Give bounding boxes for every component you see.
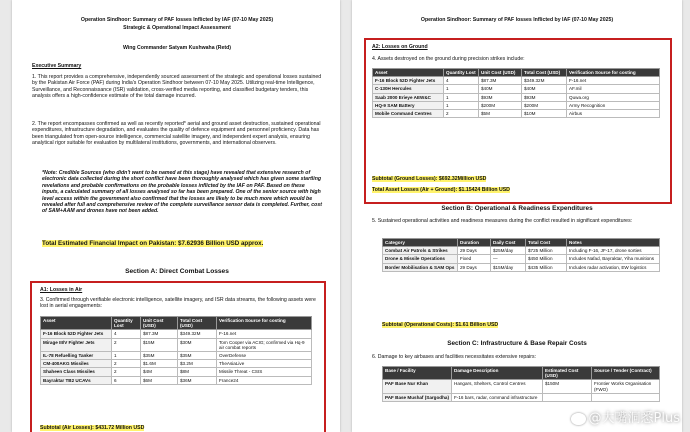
report-page-left: [12, 0, 340, 432]
table-row: [41, 338, 312, 351]
cell: Combat Air Patrols & Strikes: [383, 247, 458, 255]
cell: OverDefense: [217, 352, 312, 360]
table-row: [383, 255, 660, 263]
paragraph-6: 6. Damage to key airbases and facilities necessitates extensive repairs:: [372, 354, 537, 360]
col-total-cost: Total Cost: [526, 239, 567, 247]
a2-heading: A2: Losses on Ground: [372, 44, 428, 50]
cell: France24: [217, 376, 312, 384]
credible-sources-note: *Note: Credible Sources (who didn't want to be named at this stage) have revealed that extensive research of electronic data collected during the short conflict have been thoroughly analysed which has given some startling revelations and probable confirmations on the probable losses inflicted by the IAF on PAF. Based on these inputs, a calculated summary of all losses analysed so far has been prepared. One of the senior source with high level access within the government also confirmed that the losses are likely to be much more which would be revealed after full and comprehensive review of the complete surveillance sensor data is completed. Further, cost of SAM+AAM and drones have not been added.: [42, 170, 322, 215]
table-header-row: [383, 367, 660, 380]
cell: PAF Base Nur Khan: [383, 380, 452, 393]
col-base: Base / Facility: [383, 367, 452, 380]
infrastructure-costs-table: [382, 366, 660, 402]
cell: $349.32M: [178, 330, 217, 338]
cell: $25M/day: [491, 247, 526, 255]
cell: $349.32M: [522, 77, 567, 85]
operational-costs-table: [382, 238, 660, 272]
air-losses-table: [40, 316, 312, 385]
cell: $5M: [479, 110, 522, 118]
paragraph-2: 2. The report encompasses confirmed as well as recently reported* aerial and ground asset destruction, sustained operational expenditures, infrastructure degradation, and evaluates the quality of defence equipment and personnel proficiency. Data has been triangulated from open-source intelligence, commercial satellite imagery, and independent expert analysis, ensuring analytical rigor suitable for evaluation by multilateral institutions, governments, and international observers.: [32, 121, 321, 147]
col-asset: Asset: [373, 69, 444, 77]
cell: $36M: [178, 376, 217, 384]
table-row: [41, 368, 312, 376]
table-row: [383, 380, 660, 393]
cell: Saab 2000 Erieye AEW&C: [373, 93, 444, 101]
col-source: Verification Source for costing: [567, 69, 660, 77]
cell: —: [491, 255, 526, 263]
col-quantity: Quantity Lost: [444, 69, 479, 77]
paragraph-3: 3. Confirmed through verifiable electronic intelligence, satellite imagery, and ISR data streams, the following assets were lost in aerial engagements:: [40, 297, 316, 310]
subtotal-ground-losses: Subtotal (Ground Losses): $692.32Million USD: [372, 176, 487, 182]
table-row: [373, 85, 660, 93]
col-source: Verification Source for costing: [217, 317, 312, 330]
paragraph-5: 5. Sustained operational activities and readiness measures during the conflict resulted in significant expenditures:: [372, 218, 633, 224]
cell: IL-78 Refuelling Tanker: [41, 352, 112, 360]
cell: 4: [444, 77, 479, 85]
section-a-heading: Section A: Direct Combat Losses: [125, 268, 229, 275]
section-c-heading: Section C: Infrastructure & Base Repair Costs: [447, 340, 587, 347]
col-total-cost: Total Cost (USD): [178, 317, 217, 330]
cell: Bayraktar TB2 UCAVs: [41, 376, 112, 384]
cell: $200M: [479, 101, 522, 109]
cell: Tom Cooper via ACIG; confirmed via Hq-9 air combat reports: [217, 338, 312, 351]
cell: Airbus: [567, 110, 660, 118]
cell: $87.3M: [141, 330, 178, 338]
table-row: [41, 352, 312, 360]
cell: 2: [112, 360, 141, 368]
table-row: [373, 93, 660, 101]
paragraph-1: 1. This report provides a comprehensive, independently sourced assessment of the strategic and operational losses sustained by the Pakistan Air Force (PAF) during India's Operation Sindhoor between 07-10 May 2025. Utilizing real-time Intelligence, Surveillance, and Reconnaissance (ISR) validation, cross-verified media reporting, and classified budgetary tenders, this analysis offers a high-confidence estimate of the total damage incurred.: [32, 74, 322, 100]
cell: $10M: [522, 110, 567, 118]
cell: Shaheen Class Missiles: [41, 368, 112, 376]
cell: Border Mobilisation & SAM Ops: [383, 263, 458, 271]
col-unit-cost: Unit Cost (USD): [141, 317, 178, 330]
cell: Drone & Missile Operations: [383, 255, 458, 263]
cell: F-16 Block 52D Fighter Jets: [41, 330, 112, 338]
table-row: [383, 247, 660, 255]
cell: $435 Million: [526, 263, 567, 271]
cell: $6M: [141, 376, 178, 384]
cell: 29 Days: [458, 247, 491, 255]
cell: $93M: [522, 93, 567, 101]
cell: 4: [112, 330, 141, 338]
table-header-row: [41, 317, 312, 330]
cell: 2: [112, 338, 141, 351]
total-asset-losses: Total Asset Losses (Air + Ground): $1.15424 Billion USD: [372, 187, 510, 193]
col-asset: Asset: [41, 317, 112, 330]
cell: $35M: [178, 352, 217, 360]
col-duration: Duration: [458, 239, 491, 247]
col-notes: Notes: [567, 239, 660, 247]
cell: $87.3M: [479, 77, 522, 85]
cell: $93M: [479, 93, 522, 101]
cell: Fixed: [458, 255, 491, 263]
table-row: [373, 110, 660, 118]
cell: $4M: [141, 368, 178, 376]
cell: 1: [112, 352, 141, 360]
col-daily-cost: Daily Cost: [491, 239, 526, 247]
col-damage: Damage Description: [452, 367, 543, 380]
report-page-right: [352, 0, 682, 432]
cell: $725 Million: [526, 247, 567, 255]
cell: 6: [112, 376, 141, 384]
cell: [543, 393, 592, 401]
ground-losses-table: [372, 68, 660, 118]
col-quantity: Quantity Lost: [112, 317, 141, 330]
cell: Mobile Command Centres: [373, 110, 444, 118]
cell: $15M/day: [491, 263, 526, 271]
table-header-row: [373, 69, 660, 77]
col-total-cost: Total Cost (USD): [522, 69, 567, 77]
cell: F-16 bars, radar, command infrastructure: [452, 393, 543, 401]
cell: 2: [444, 110, 479, 118]
cell: 2: [112, 368, 141, 376]
cell: TheAsiaLive: [217, 360, 312, 368]
cell: F-16.net: [567, 77, 660, 85]
table-row: [41, 376, 312, 384]
cell: AF.mil: [567, 85, 660, 93]
col-estimated-cost: Estimated Cost (USD): [543, 367, 592, 380]
cell: Missile Threat - CSIS: [217, 368, 312, 376]
cell: $1.6M: [141, 360, 178, 368]
report-header: Operation Sindhoor: Summary of PAF losses Inflicted by IAF (07-10 May 2025): [420, 17, 614, 23]
a1-heading: A1: Losses in Air: [40, 287, 83, 293]
cell: $40M: [522, 85, 567, 93]
table-row: [383, 393, 660, 401]
author-line: Wing Commander Satyam Kushwaha (Retd): [122, 45, 232, 51]
subtotal-air-losses: Subtotal (Air Losses): $431.72 Million USD: [40, 425, 145, 431]
watermark: @大嘴洞悉Plus: [571, 407, 680, 426]
cell: HQ-9 SAM Battery: [373, 101, 444, 109]
report-header: Operation Sindhoor: Summary of PAF losses Inflicted by IAF (07-10 May 2025): [80, 17, 274, 23]
cell: CM-400AKG Missiles: [41, 360, 112, 368]
cell: Hangars, Shelters, Control Centres: [452, 380, 543, 393]
cell: Includes radar activation, EW logistics: [567, 263, 660, 271]
col-category: Category: [383, 239, 458, 247]
cell: $35M: [141, 352, 178, 360]
table-header-row: [383, 239, 660, 247]
cell: PAF Base Mushaf (Sargodha): [383, 393, 452, 401]
cell: 1: [444, 101, 479, 109]
cell: 1: [444, 93, 479, 101]
table-row: [41, 330, 312, 338]
cell: Frontier Works Organisation (FWO): [592, 380, 660, 393]
cell: Including F-16, JF-17, drone sorties: [567, 247, 660, 255]
table-row: [373, 101, 660, 109]
cell: 29 Days: [458, 263, 491, 271]
cell: Army Recognition: [567, 101, 660, 109]
subtotal-operational-costs: Subtotal (Operational Costs): $1.61 Billion USD: [382, 322, 499, 328]
cell: 1: [444, 85, 479, 93]
cell: $15M: [141, 338, 178, 351]
paragraph-4: 4. Assets destroyed on the ground during precision strikes include:: [372, 56, 525, 62]
cell: Quwa.org: [567, 93, 660, 101]
cell: Includes Nafad, Bayraktar, Yiha munitions: [567, 255, 660, 263]
cell: $200M: [522, 101, 567, 109]
cell: $450 Million: [526, 255, 567, 263]
total-financial-impact: Total Estimated Financial Impact on Pakistan: $7.62936 Billion USD approx.: [42, 240, 264, 247]
cell: $30M: [178, 338, 217, 351]
table-row: [373, 77, 660, 85]
table-row: [41, 360, 312, 368]
cell: F-16 Block 52D Fighter Jets: [373, 77, 444, 85]
cell: C-130H Hercules: [373, 85, 444, 93]
cell: $40M: [479, 85, 522, 93]
report-subheader: Strategic & Operational Impact Assessment: [123, 25, 231, 31]
cell: $3.2M: [178, 360, 217, 368]
cell: F-16.net: [217, 330, 312, 338]
cell: $150M: [543, 380, 592, 393]
col-source: Source / Tender (Contract): [592, 367, 660, 380]
weibo-logo-icon: [571, 413, 586, 425]
cell: [592, 393, 660, 401]
section-b-heading: Section B: Operational & Readiness Expenditures: [441, 205, 593, 212]
cell: Mirage III/V Fighter Jets: [41, 338, 112, 351]
cell: $8M: [178, 368, 217, 376]
executive-summary-heading: Executive Summary: [32, 63, 82, 69]
col-unit-cost: Unit Cost (USD): [479, 69, 522, 77]
table-row: [383, 263, 660, 271]
